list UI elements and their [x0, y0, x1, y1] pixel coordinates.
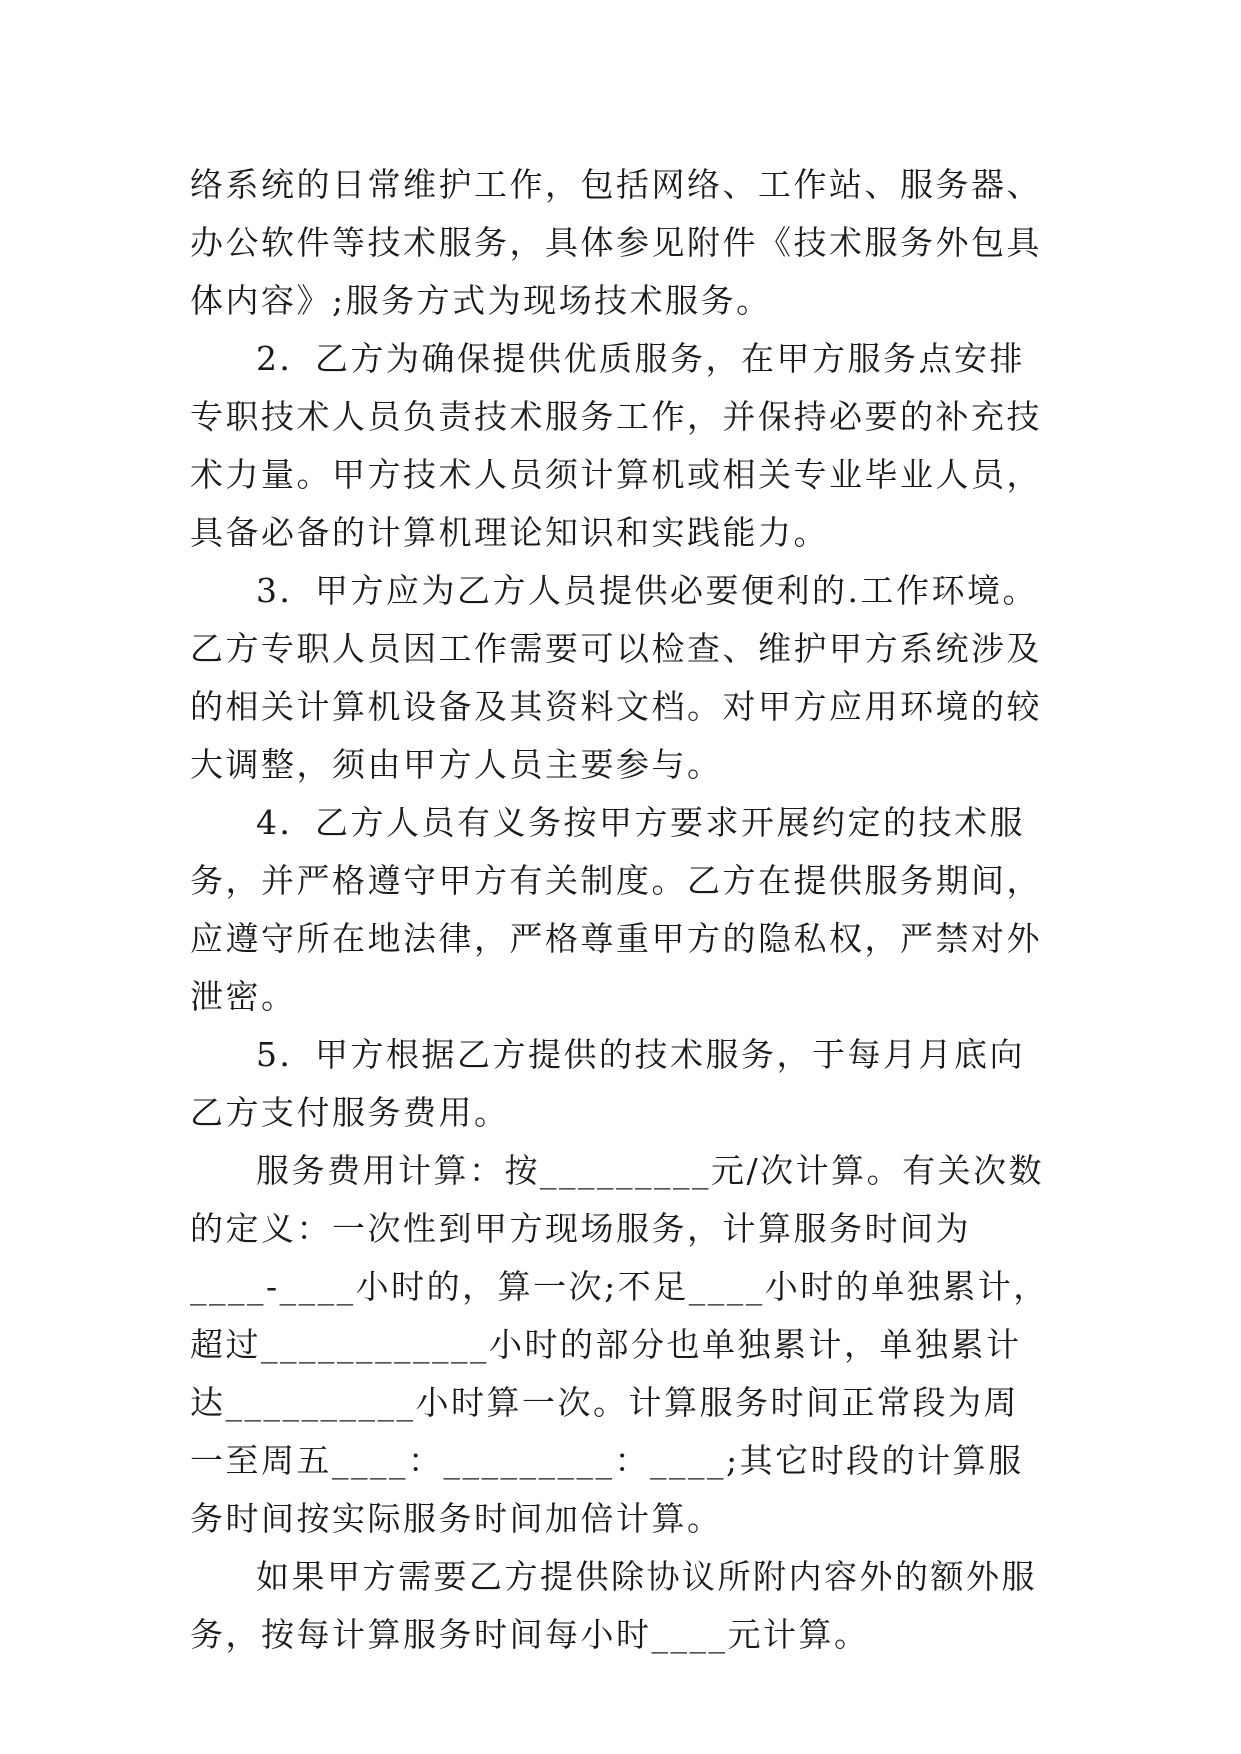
paragraph-clause-2: 2．乙方为确保提供优质服务，在甲方服务点安排专职技术人员负责技术服务工作，并保持必要的补充技术力量。甲方技术人员须计算机或相关专业毕业人员，具备必备的计算机理论知识和实践能力。 — [190, 339, 1042, 552]
paragraph-scope-continuation: 络系统的日常维护工作，包括网络、工作站、服务器、办公软件等技术服务，具体参见附件《技术服务外包具体内容》;服务方式为现场技术服务。 — [190, 165, 1042, 320]
paragraph-clause-4: 4．乙方人员有义务按甲方要求开展约定的技术服务，并严格遵守甲方有关制度。乙方在提供服务期间，应遵守所在地法律，严格尊重甲方的隐私权，严禁对外泄密。 — [190, 803, 1042, 1016]
paragraph-extra-service: 如果甲方需要乙方提供除协议所附内容外的额外服务，按每计算服务时间每小时____元计算。 — [190, 1557, 1037, 1654]
paragraph-fee-calculation: 服务费用计算：按_________元/次计算。有关次数的定义：一次性到甲方现场服务，计算服务时间为____-____小时的，算一次;不足____小时的单独累计，超过____________小时的部分也单独累计，单独累计达__________小时算一次。计算服务时间正常段为周一至周五____：_________：____;其它时段的计算服务时间按实际服务时间加倍计算。 — [190, 1151, 1049, 1538]
paragraph-clause-5: 5．甲方根据乙方提供的技术服务，于每月月底向乙方支付服务费用。 — [190, 1035, 1025, 1132]
document-body — [190, 156, 1050, 1664]
paragraph-clause-3: 3．甲方应为乙方人员提供必要便利的.工作环境。乙方专职人员因工作需要可以检查、维护甲方系统涉及的相关计算机设备及其资料文档。对甲方应用环境的较大调整，须由甲方人员主要参与。 — [190, 571, 1042, 784]
